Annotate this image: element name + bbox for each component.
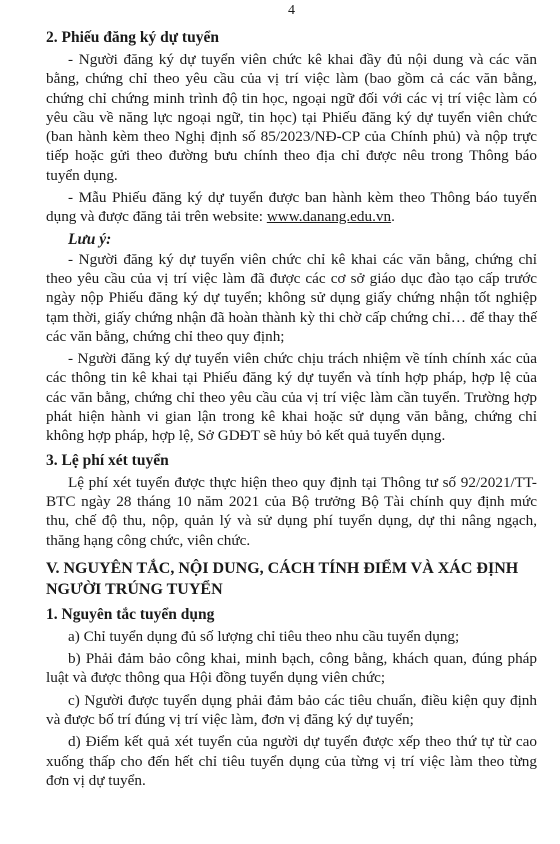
paragraph-2-text: - Mẫu Phiếu đăng ký dự tuyển được ban hành kèm theo Thông báo tuyển dụng và được đăng tải trên website: bbox=[46, 189, 537, 226]
section-2-paragraph-2 bbox=[46, 188, 537, 227]
principle-c: c) Người được tuyển dụng phải đảm bảo các tiêu chuẩn, điều kiện quy định và được bố trí đúng vị trí việc làm, đơn vị đăng ký dự tuyển; bbox=[46, 691, 537, 729]
chapter-5-heading: V. NGUYÊN TẮC, NỘI DUNG, CÁCH TÍNH ĐIỂM VÀ XÁC ĐỊNH NGƯỜI TRÚNG TUYỂN bbox=[46, 559, 519, 598]
note-paragraph-1: - Người đăng ký dự tuyển viên chức chỉ kê khai các văn bằng, chứng chỉ theo yêu cầu của vị trí việc làm đã được các cơ sở giáo dục đào tạo cấp trước ngày nộp Phiếu đăng ký dự tuyển; không sử dụng giấy chứng nhận tốt nghiệp tạm thời, giấy chứng nhận đã hoàn thành kỳ thi chờ cấp chứng chỉ… để thay thế các văn bằng, chứng chỉ theo quy định; bbox=[46, 250, 537, 345]
section-2-heading: 2. Phiếu đăng ký dự tuyển bbox=[46, 29, 219, 46]
principle-d: d) Điểm kết quả xét tuyển của người dự tuyển được xếp theo thứ tự từ cao xuống thấp cho đến hết chỉ tiêu tuyển dụng của từng vị trí việc làm theo từng đơn vị dự tuyển. bbox=[46, 733, 537, 789]
subsection-1-heading: 1. Nguyên tắc tuyển dụng bbox=[46, 605, 215, 623]
page-number: 4 bbox=[288, 3, 295, 18]
section-3-heading: 3. Lệ phí xét tuyển bbox=[46, 451, 169, 469]
principle-a: a) Chỉ tuyển dụng đủ số lượng chỉ tiêu theo nhu cầu tuyển dụng; bbox=[68, 627, 460, 645]
note-label: Lưu ý: bbox=[68, 230, 112, 248]
note-paragraph-2: - Người đăng ký dự tuyển viên chức chịu trách nhiệm về tính chính xác của các thông tin kê khai tại Phiếu đăng ký dự tuyển và tính hợp pháp, hợp lệ của các văn bằng, chứng chỉ theo yêu cầu của vị trí việc làm cần tuyển. Trường hợp phát hiện hành vi gian lận trong kê khai hoặc sử dụng văn bằng, chứng chỉ không hợp pháp, hợp lệ, Sở GDĐT sẽ hủy bỏ kết quả tuyển dụng. bbox=[46, 350, 537, 445]
section-2-paragraph-1: - Người đăng ký dự tuyển viên chức kê khai đầy đủ nội dung và các văn bằng, chứng chỉ theo yêu cầu của vị trí việc làm (bao gồm cả các văn bằng, chứng chỉ chứng minh trình độ tin học, ngoại ngữ đối với các vị trí việc làm có yêu cầu về năng lực ngoại ngữ, tin học) tại Phiếu đăng ký dự tuyển viên chức (ban hành kèm theo Nghị định số 85/2023/NĐ-CP của Chính phủ) và nộp trực tiếp hoặc gửi theo đường bưu chính theo địa chỉ được nêu trong Thông báo tuyển dụng. bbox=[46, 51, 537, 184]
website-link[interactable]: www.danang.edu.vn bbox=[266, 208, 392, 226]
principle-b: b) Phải đảm bảo công khai, minh bạch, công bằng, khách quan, đúng pháp luật và được thông qua Hội đồng tuyển dụng viên chức; bbox=[46, 650, 537, 687]
paragraph-2-end: . bbox=[391, 208, 395, 226]
section-3-paragraph: Lệ phí xét tuyển được thực hiện theo quy định tại Thông tư số 92/2021/TT-BTC ngày 28 tháng 10 năm 2021 của Bộ trưởng Bộ Tài chính quy định mức thu, chế độ thu, nộp, quản lý và sử dụng phí tuyển dụng, dự thi nâng ngạch, thăng hạng công chức, viên chức. bbox=[46, 473, 537, 549]
